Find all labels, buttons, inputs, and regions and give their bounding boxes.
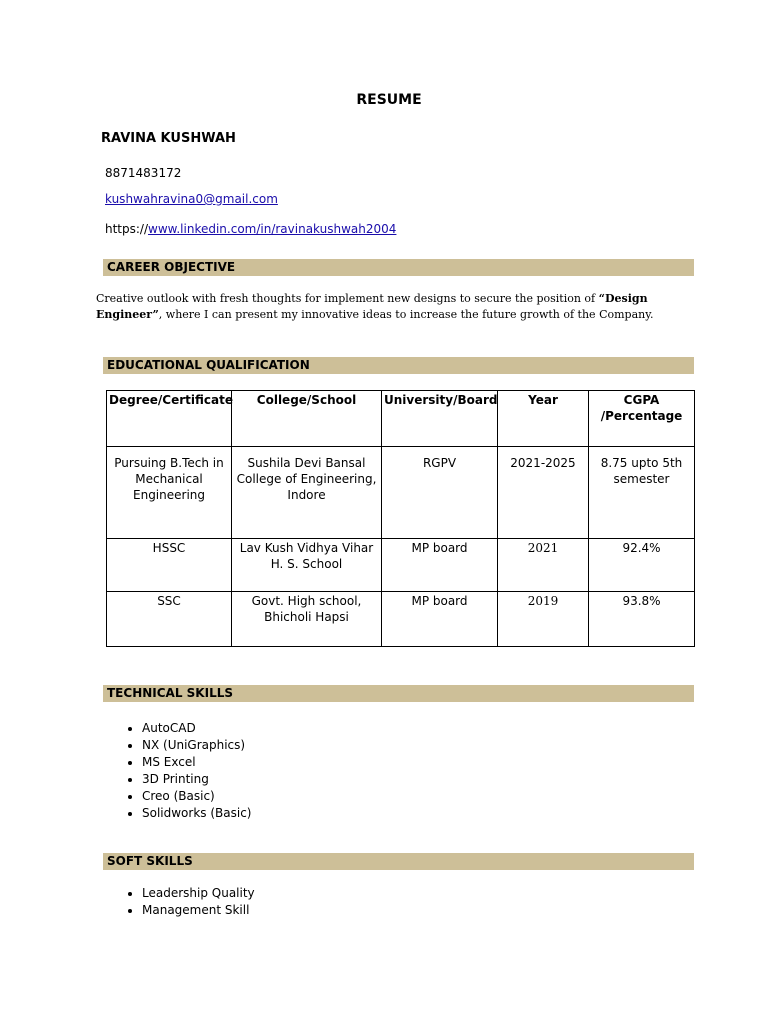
table-row: [107, 447, 695, 539]
header-college: College/School: [232, 391, 382, 447]
cell-university: RGPV: [382, 447, 498, 539]
objective-text-part: , where I can present my innovative ideas to increase the future growth of the Company.: [158, 308, 654, 321]
list-item: • 3D Printing: [142, 771, 251, 788]
cell-year: 2021: [498, 539, 589, 592]
section-title: CAREER OBJECTIVE: [107, 260, 236, 274]
list-item: • NX (UniGraphics): [142, 737, 251, 754]
section-header-career-objective: [103, 259, 694, 276]
header-degree: Degree/Certificate: [107, 391, 232, 447]
header-cgpa: CGPA /Percentage: [589, 391, 695, 447]
cell-college: Sushila Devi Bansal College of Engineering, Indore: [232, 447, 382, 539]
cell-degree: Pursuing B.Tech in Mechanical Engineering: [107, 447, 232, 539]
candidate-name: RAVINA KUSHWAH: [101, 131, 236, 146]
cell-year: 2019: [498, 592, 589, 647]
cell-degree: SSC: [107, 592, 232, 647]
list-item: • Leadership Quality: [142, 885, 255, 902]
resume-title: RESUME: [356, 92, 422, 108]
list-item: • MS Excel: [142, 754, 251, 771]
header-university: University/Board: [382, 391, 498, 447]
email-row: [105, 192, 278, 206]
table-row: [107, 592, 695, 647]
soft-skills-list: [118, 885, 255, 919]
objective-text-part: Creative outlook with fresh thoughts for implement new designs to secure the position of: [96, 292, 599, 305]
education-table: [106, 390, 695, 647]
header-year: Year: [498, 391, 589, 447]
list-item: • Solidworks (Basic): [142, 805, 251, 822]
cell-year: 2021-2025: [498, 447, 589, 539]
section-title: EDUCATIONAL QUALIFICATION: [107, 358, 310, 372]
technical-skills-list: [118, 720, 251, 822]
table-header-row: [107, 391, 695, 447]
email-link[interactable]: kushwahravina0@gmail.com: [105, 192, 278, 206]
cell-university: MP board: [382, 592, 498, 647]
section-title: TECHNICAL SKILLS: [107, 686, 233, 700]
cell-university: MP board: [382, 539, 498, 592]
list-item: • Creo (Basic): [142, 788, 251, 805]
cell-college: Lav Kush Vidhya Vihar H. S. School: [232, 539, 382, 592]
cell-cgpa: 92.4%: [589, 539, 695, 592]
phone-number: 8871483172: [105, 166, 182, 180]
objective-highlight: “Design Engineer”: [96, 292, 648, 321]
linkedin-row: [105, 222, 396, 236]
section-title: SOFT SKILLS: [107, 854, 193, 868]
list-item: • Management Skill: [142, 902, 255, 919]
cell-degree: HSSC: [107, 539, 232, 592]
linkedin-prefix: https://: [105, 222, 149, 236]
table-row: [107, 539, 695, 592]
cell-cgpa: 8.75 upto 5th semester: [589, 447, 695, 539]
section-header-soft-skills: [103, 853, 694, 870]
section-header-technical-skills: [103, 685, 694, 702]
cell-college: Govt. High school, Bhicholi Hapsi: [232, 592, 382, 647]
cell-cgpa: 93.8%: [589, 592, 695, 647]
career-objective-text: [96, 291, 696, 323]
linkedin-link[interactable]: www.linkedin.com/in/ravinakushwah2004: [148, 222, 397, 236]
list-item: • AutoCAD: [142, 720, 251, 737]
section-header-education: [103, 357, 694, 374]
